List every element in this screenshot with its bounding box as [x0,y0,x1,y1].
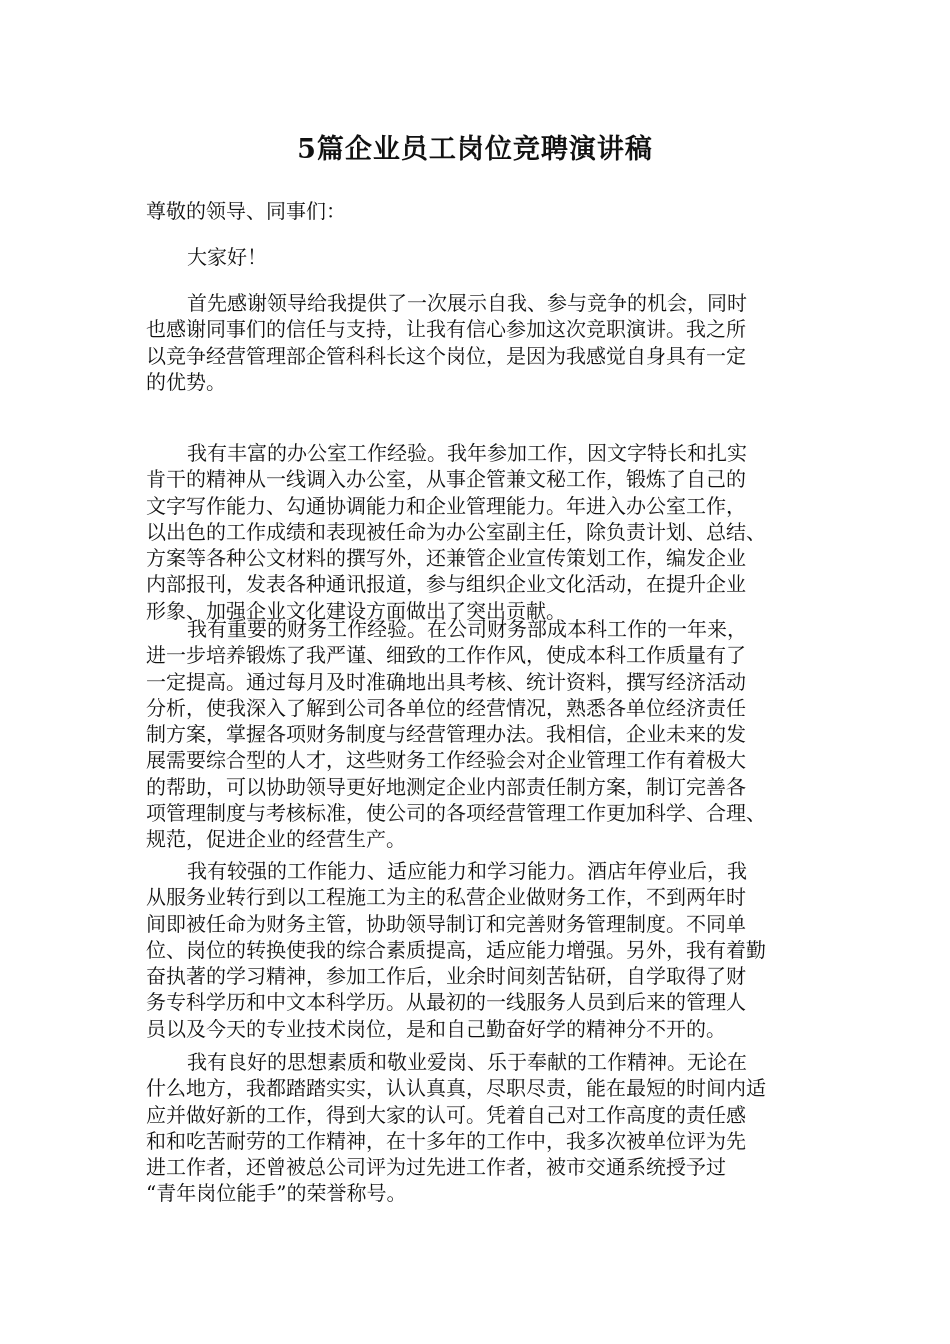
paragraph-line: 展需要综合型的人才，这些财务工作经验会对企业管理工作有着极大 [146,748,746,773]
paragraph-line: 分析，使我深入了解到公司各单位的经营情况，熟悉各单位经济责任 [146,695,746,720]
paragraph-line: 我有较强的工作能力、适应能力和学习能力。酒店年停业后，我 [187,859,747,883]
paragraph-line: 位、岗位的转换使我的综合素质提高，适应能力增强。另外，我有着勤 [146,937,766,962]
paragraph-line: 一定提高。通过每月及时准确地出具考核、统计资料，撰写经济活动 [146,669,746,694]
paragraph-line: 方案等各种公文材料的撰写外，还兼管企业宣传策划工作，编发企业 [146,546,746,571]
paragraph-line: 我有重要的财务工作经验。在公司财务部成本科工作的一年来， [187,617,747,641]
paragraph-line: 和和吃苦耐劳的工作精神，在十多年的工作中，我多次被单位评为先 [146,1128,746,1153]
paragraph-line: 我有丰富的办公室工作经验。我年参加工作，因文字特长和扎实 [187,441,747,465]
greeting: 大家好！ [187,245,267,269]
paragraph-finance-experience [146,616,816,853]
paragraph-line: 的优势。 [146,369,226,394]
paragraph-line: 应并做好新的工作，得到大家的认可。凭着自己对工作高度的责任感 [146,1102,746,1127]
paragraph-line: 规范，促进企业的经营生产。 [146,827,406,852]
paragraph-line: 肯干的精神从一线调入办公室，从事企管兼文秘工作，锻炼了自己的 [146,467,746,492]
paragraph-line: 从服务业转行到以工程施工为主的私营企业做财务工作，不到两年时 [146,885,746,910]
paragraph-line: 进工作者，还曾被总公司评为过先进工作者，被市交通系统授予过 [146,1155,726,1180]
paragraph-office-experience [146,440,816,624]
paragraph-line: 以出色的工作成绩和表现被任命为办公室副主任，除负责计划、总结、 [146,519,766,544]
paragraph-line: 内部报刊，发表各种通讯报道，参与组织企业文化活动，在提升企业 [146,572,746,597]
paragraph-line: 我有良好的思想素质和敬业爱岗、乐于奉献的工作精神。无论在 [187,1050,747,1074]
paragraph-line: 文字写作能力、勾通协调能力和企业管理能力。年进入办公室工作， [146,493,746,518]
paragraph-line: 什么地方，我都踏踏实实，认认真真，尽职尽责，能在最短的时间内适 [146,1076,766,1101]
paragraph-work-spirit [146,1049,816,1207]
paragraph-line: 员以及今天的专业技术岗位，是和自己勤奋好学的精神分不开的。 [146,1016,726,1041]
paragraph-line: 以竞争经营管理部企管科科长这个岗位，是因为我感觉自身具有一定 [146,343,746,368]
paragraph-line: 间即被任命为财务主管，协助领导制订和完善财务管理制度。不同单 [146,911,746,936]
paragraph-line: 制方案，掌握各项财务制度与经营管理办法。我相信，企业未来的发 [146,722,746,747]
salutation: 尊敬的领导、同事们： [146,199,346,223]
paragraph-line: 项管理制度与考核标准，使公司的各项经营管理工作更加科学、合理、 [146,801,766,826]
paragraph-line: “青年岗位能手”的荣誉称号。 [146,1181,407,1206]
paragraph-line: 首先感谢领导给我提供了一次展示自我、参与竞争的机会，同时 [187,291,747,315]
paragraph-line: 进一步培养锻炼了我严谨、细致的工作作风，使成本科工作质量有了 [146,643,746,668]
paragraph-line: 奋执著的学习精神，参加工作后，业余时间刻苦钻研，自学取得了财 [146,964,746,989]
paragraph-abilities [146,858,816,1042]
paragraph-line: 务专科学历和中文本科学历。从最初的一线服务人员到后来的管理人 [146,990,746,1015]
document-title: 5篇企业员工岗位竞聘演讲稿 [297,134,653,165]
paragraph-line: 的帮助，可以协助领导更好地测定企业内部责任制方案，制订完善各 [146,774,746,799]
paragraph-line: 形象、加强企业文化建设方面做出了突出贡献。 [146,598,566,623]
paragraph-line: 也感谢同事们的信任与支持，让我有信心参加这次竞职演讲。我之所 [146,317,746,342]
paragraph-opening [146,290,816,395]
